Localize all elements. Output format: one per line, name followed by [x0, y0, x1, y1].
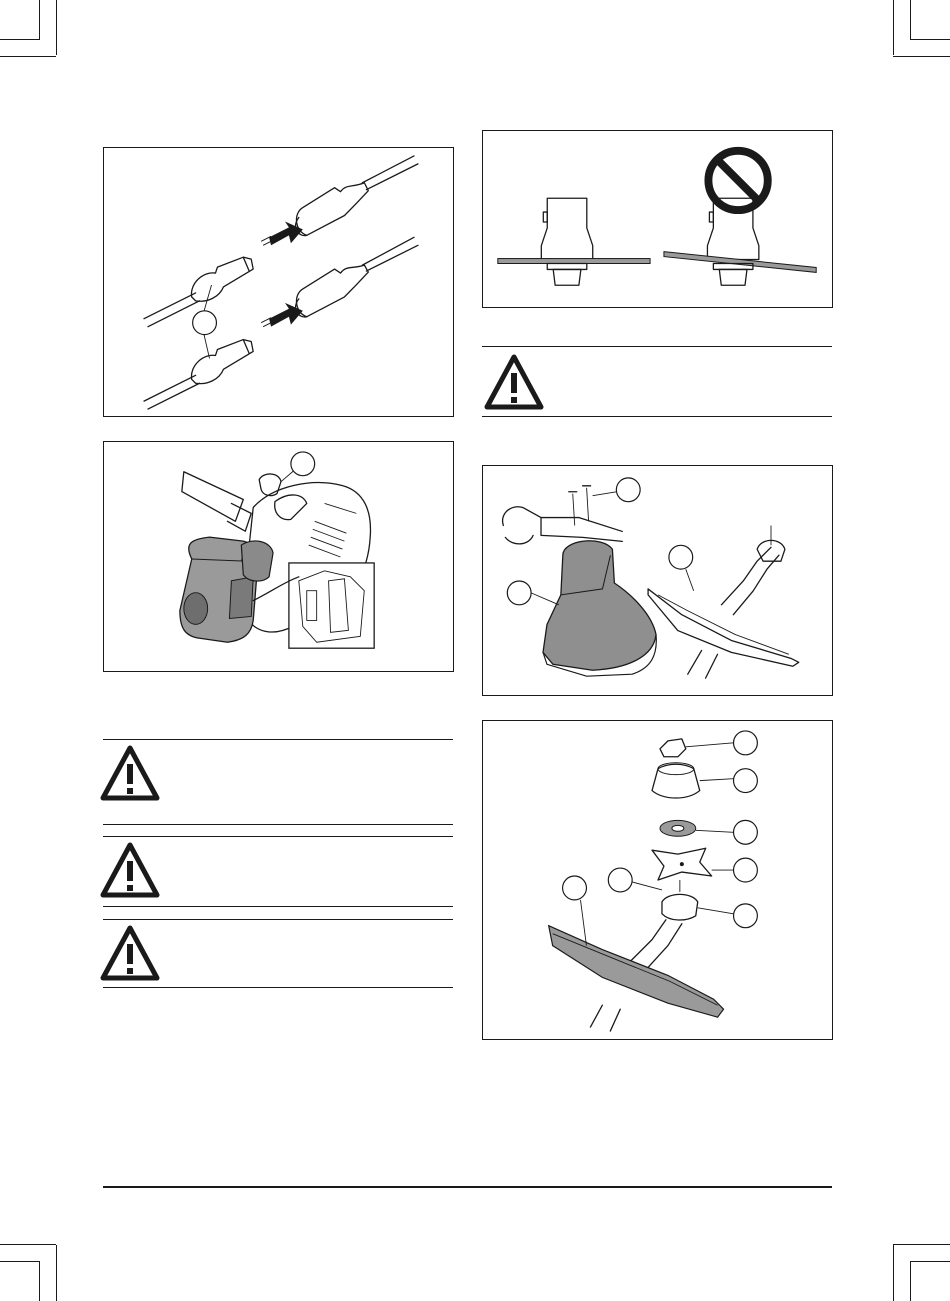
callout-circle [563, 876, 587, 900]
connector-illustration [104, 148, 453, 416]
callout-circle [734, 858, 758, 882]
figure-engine [103, 441, 454, 672]
callout-circle [291, 452, 315, 476]
callout-circle [616, 478, 640, 502]
crop-mark-tr-h2 [893, 56, 950, 57]
callout-circle [734, 904, 758, 928]
warning-triangle-icon [100, 841, 160, 901]
warning-triangle-icon [484, 353, 544, 413]
warning-triangle-icon [100, 744, 160, 804]
crop-mark-tr-v2 [893, 0, 894, 55]
prohibition-sign-icon [708, 151, 767, 210]
warning-box-4 [103, 919, 453, 988]
callout-circle [734, 769, 758, 793]
warning-box-2 [103, 739, 453, 825]
callout-circle [734, 820, 758, 844]
engine-illustration [104, 442, 453, 671]
crop-mark-tr-v [910, 0, 911, 40]
figure-blade-assembly [482, 720, 833, 1040]
figure-blade-fit [482, 130, 833, 308]
crop-mark-bl-v [39, 1261, 40, 1301]
warning-box-1 [482, 346, 832, 417]
callout-circle [669, 545, 693, 569]
figure-connectors [103, 147, 454, 417]
crop-mark-tr-h [910, 39, 950, 40]
footer-rule [103, 1186, 832, 1188]
crop-mark-tl-v [39, 0, 40, 40]
crop-mark-br-v2 [893, 1245, 894, 1301]
callout-circle [608, 868, 632, 892]
warning-triangle-icon [100, 924, 160, 984]
blade-fit-illustration [483, 131, 832, 307]
crop-mark-br-h [910, 1261, 950, 1262]
crop-mark-br-v [910, 1261, 911, 1301]
crop-mark-bl-h [0, 1261, 40, 1262]
crop-mark-tl-h2 [0, 56, 56, 57]
crop-mark-bl-h2 [0, 1244, 56, 1245]
crop-mark-br-h2 [893, 1244, 950, 1245]
blade-assembly-illustration [483, 721, 832, 1039]
guard-mount-illustration [483, 466, 832, 695]
crop-mark-bl-v2 [56, 1245, 57, 1301]
figure-guard-mount [482, 465, 833, 696]
callout-circle [734, 731, 758, 755]
callout-circle [507, 581, 531, 605]
warning-box-3 [103, 836, 453, 907]
callout-circle [193, 311, 217, 335]
crop-mark-tl-v2 [56, 0, 57, 55]
crop-mark-tl-h [0, 39, 40, 40]
